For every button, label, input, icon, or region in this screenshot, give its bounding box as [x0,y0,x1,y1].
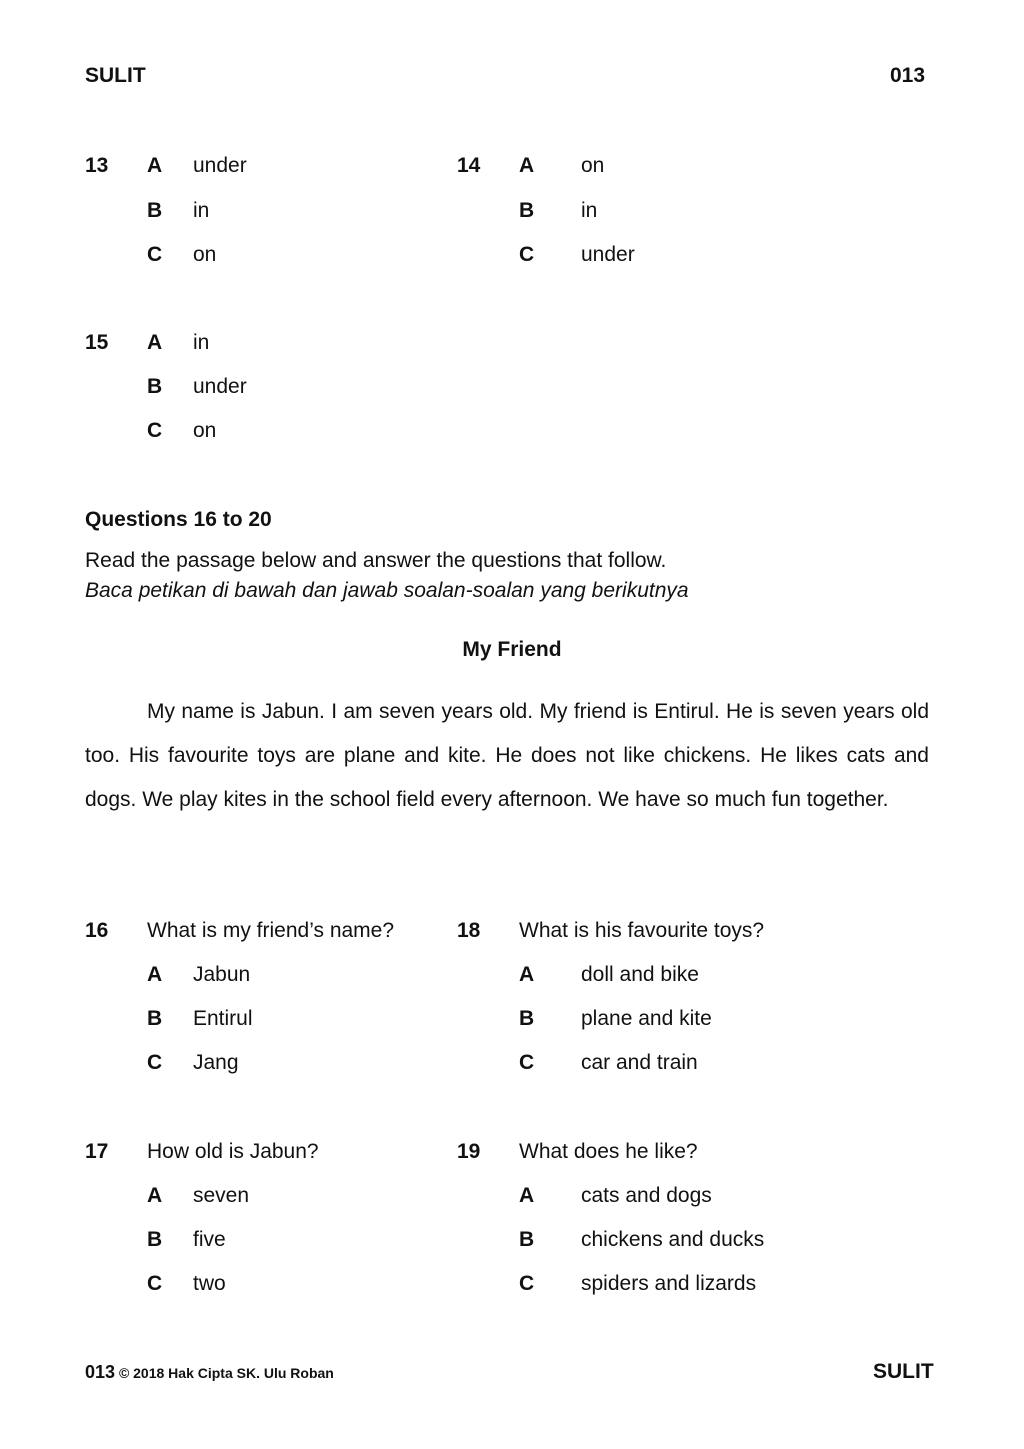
question-text: What is my friend’s name? [147,919,395,942]
option-letter: A [147,963,163,986]
option-text: doll and bike [581,963,699,986]
option-letter: A [147,1184,163,1207]
option-text: car and train [581,1051,698,1074]
footer-copyright [85,1362,334,1383]
option-text: on [193,419,217,442]
option-text: under [193,375,247,398]
option-letter: B [519,1228,535,1251]
option-letter: A [519,154,535,177]
question-number: 16 [85,919,109,942]
option-text: Jang [193,1051,239,1074]
option-text: in [193,331,210,354]
question-number: 18 [457,919,481,942]
footer-copyright-text: © 2018 Hak Cipta SK. Ulu Roban [118,1365,334,1381]
option-letter: C [519,1272,535,1295]
question-text: What is his favourite toys? [519,919,765,942]
option-letter: C [147,419,163,442]
option-text: plane and kite [581,1007,712,1030]
section-title: Questions 16 to 20 [85,508,272,531]
footer-paper-code: 013 [85,1362,116,1382]
option-text: on [193,243,217,266]
option-text: in [581,199,598,222]
option-text: Entirul [193,1007,253,1030]
question-text: What does he like? [519,1140,698,1163]
option-letter: B [519,1007,535,1030]
option-text: two [193,1272,226,1295]
header-paper-code: 013 [890,64,926,87]
option-letter: C [519,1051,535,1074]
option-text: under [581,243,635,266]
option-letter: A [519,1184,535,1207]
option-letter: B [147,1007,163,1030]
option-text: cats and dogs [581,1184,712,1207]
option-letter: B [147,1228,163,1251]
header-classification: SULIT [85,64,146,87]
footer-classification: SULIT [873,1360,934,1383]
question-number: 19 [457,1140,481,1163]
question-number: 14 [457,154,481,177]
question-text: How old is Jabun? [147,1140,319,1163]
option-letter: B [147,199,163,222]
option-letter: A [147,331,163,354]
option-letter: C [147,243,163,266]
question-number: 17 [85,1140,109,1163]
option-letter: B [519,199,535,222]
reading-passage: My name is Jabun. I am seven years old. My friend is Entirul. He is seven years old too. His favourite toys are plane and kite. He does not like chickens. He likes cats and dogs. We play kites in the school field every afternoon. We have so much fun together. [85,700,929,811]
option-letter: C [147,1272,163,1295]
question-number: 15 [85,331,109,354]
option-text: Jabun [193,963,251,986]
option-letter: C [519,243,535,266]
option-letter: B [147,375,163,398]
option-text: five [193,1228,226,1251]
option-letter: A [519,963,535,986]
option-text: in [193,199,210,222]
option-letter: C [147,1051,163,1074]
instruction-text-malay: Baca petikan di bawah dan jawab soalan-soalan yang berikutnya [85,579,689,602]
instruction-text: Read the passage below and answer the questions that follow. [85,549,667,572]
option-text: spiders and lizards [581,1272,757,1295]
option-letter: A [147,154,163,177]
option-text: seven [193,1184,250,1207]
question-number: 13 [85,154,109,177]
option-text: under [193,154,247,177]
option-text: chickens and ducks [581,1228,765,1251]
option-text: on [581,154,605,177]
story-title: My Friend [462,638,562,661]
